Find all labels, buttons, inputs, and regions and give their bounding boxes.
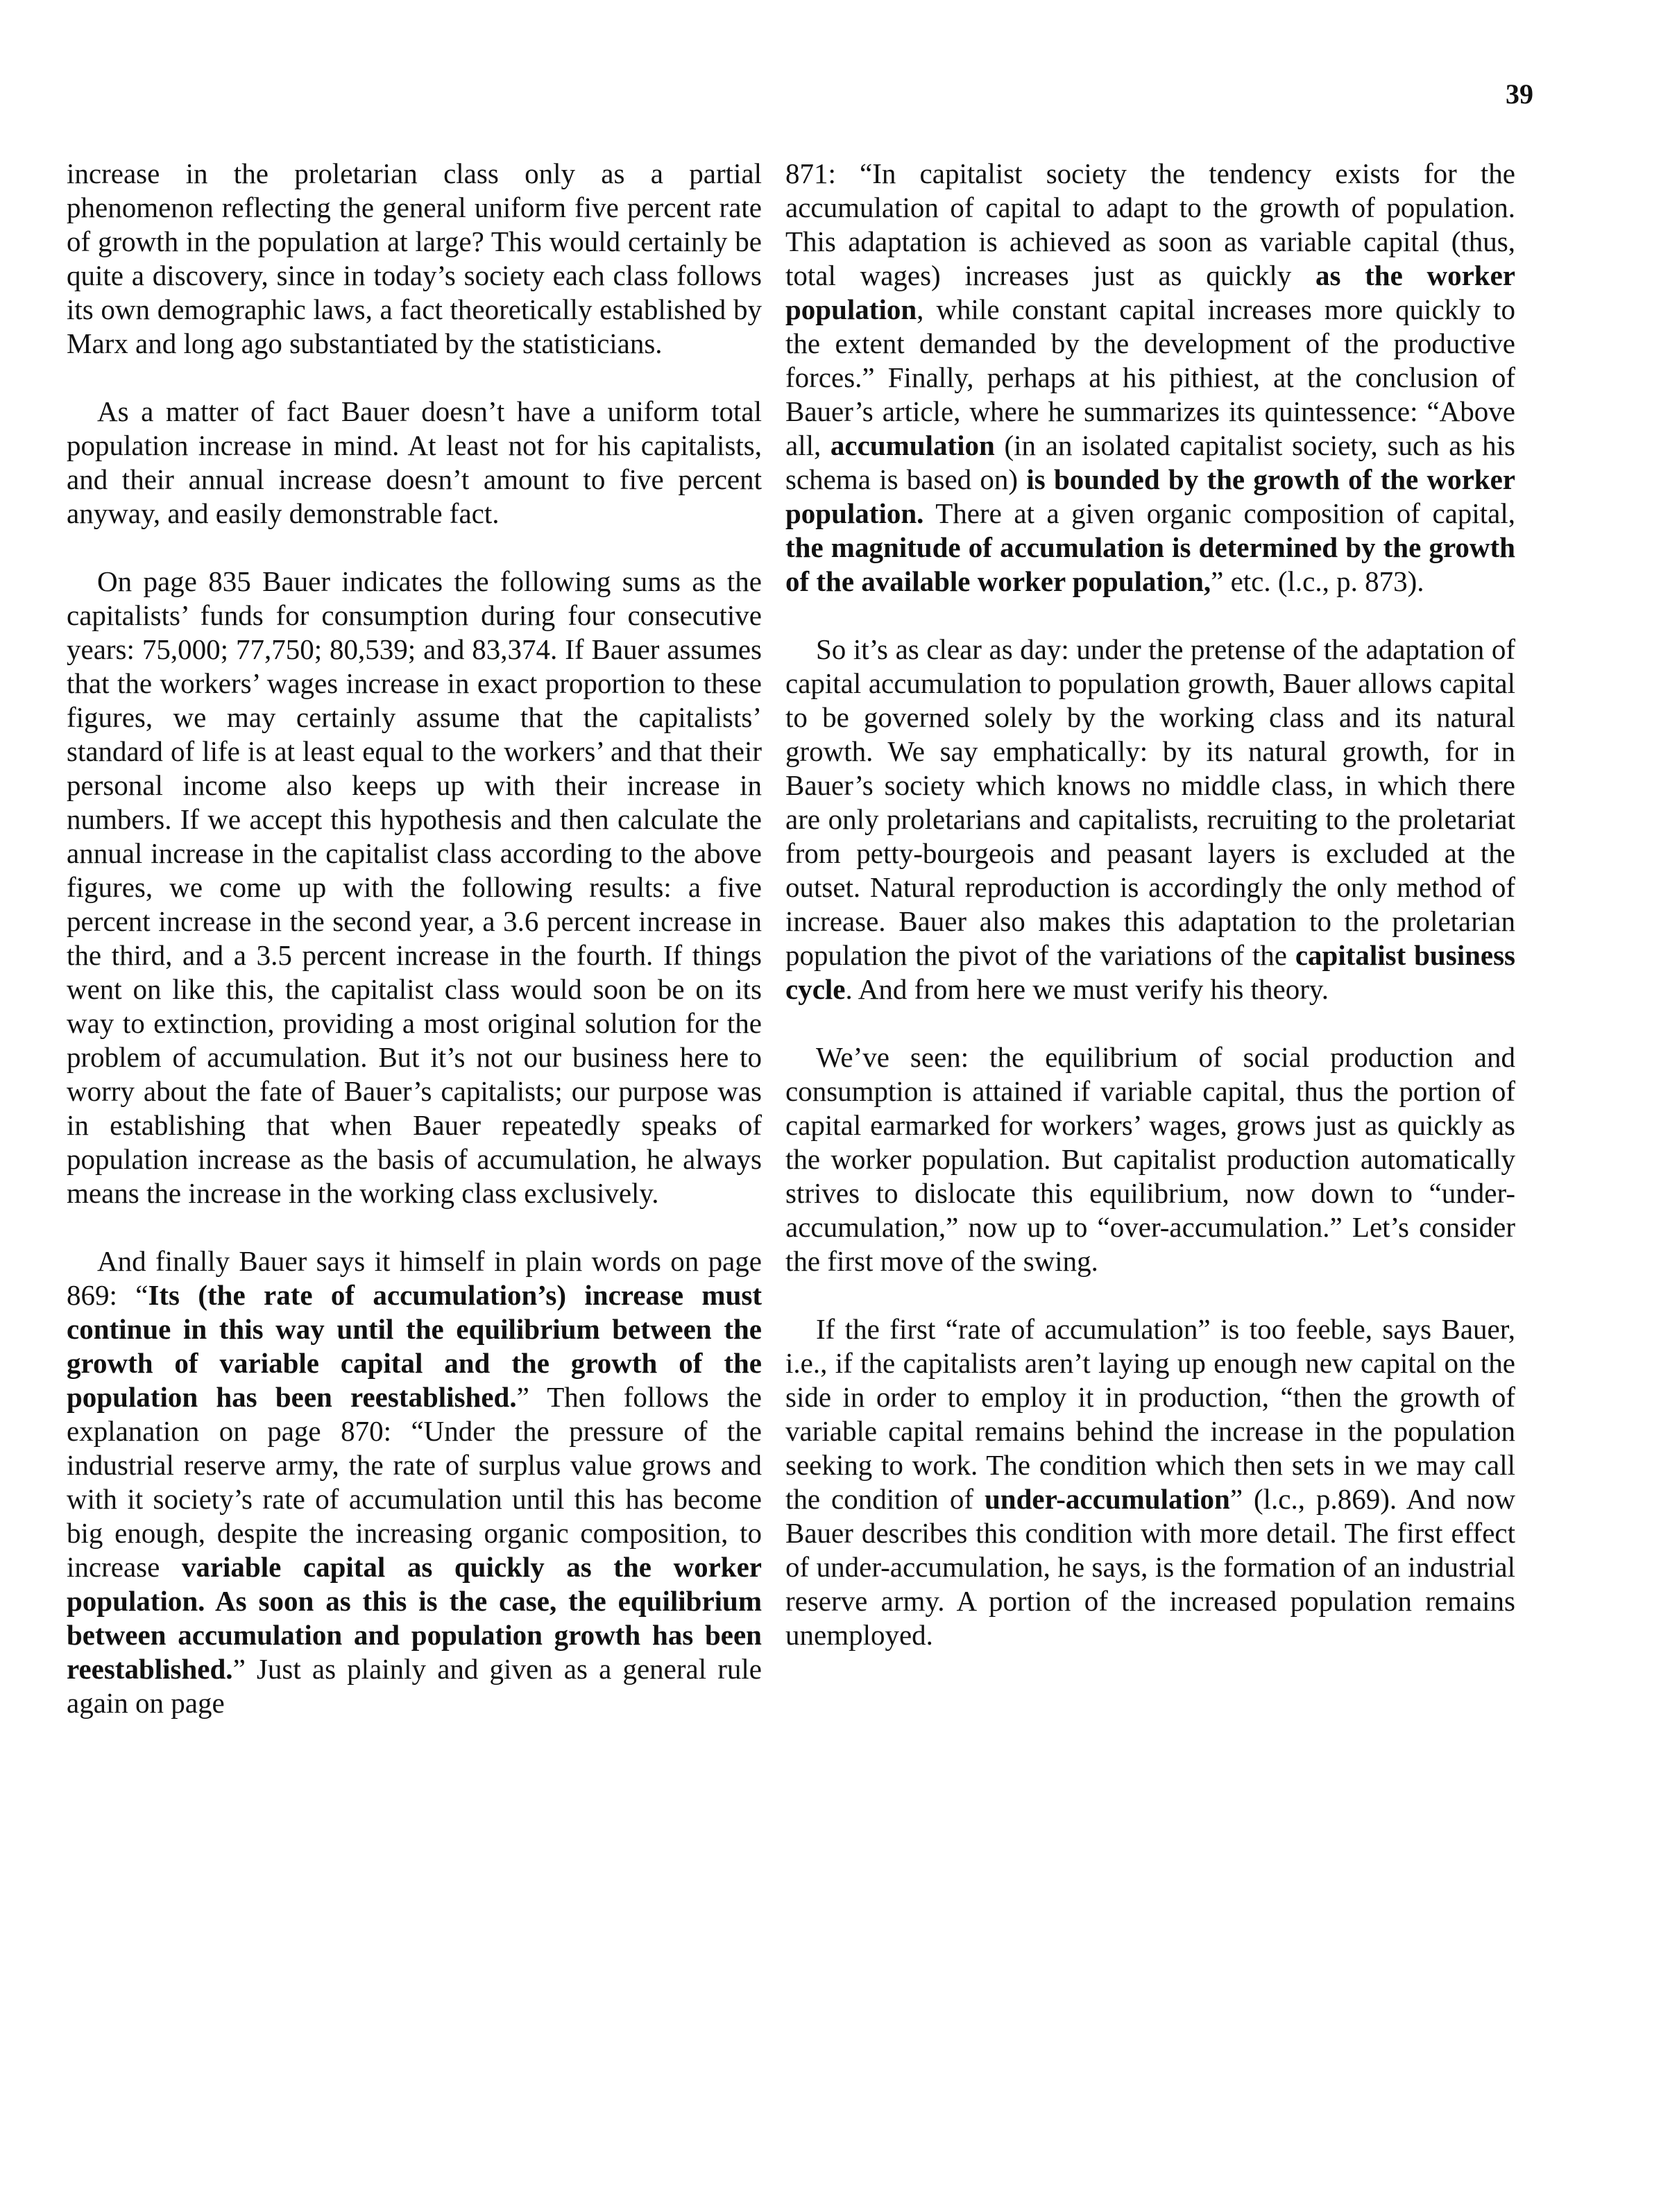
text-run: On page 835 Bauer indicates the following sums as the capitalists’ funds for consumption during four consecutive years: 75,000; 77,750; 80,539; and 83,374. If Bauer assumes that the workers’ wages increase in exact proportion to these figures, we may certainly assume that the capitalists’ standard of life is at least equal to the workers’ and that their personal income also keeps up with their increase in numbers. If we accept this hypothesis and then calculate the annual increase in the capitalist class according to the above figures, we come up with the following results: a five percent increase in the second year, a 3.6 percent increase in the third, and a 3.5 percent increase in the fourth. If things went on like this, the capitalist class would soon be on its way to extinction, providing a most original solution for the problem of accumulation. But it’s not our business here to worry about the fate of Bauer’s capitalists; our purpose was in establishing that when Bauer repeatedly speaks of population increase as the basis of accumulation, he always means the increase in the working class exclusively. (67, 565, 762, 1209)
paragraph (785, 1312, 1515, 1652)
bold-text-run: Its (the rate of accumulation’s) increase must continue in this way until the equilibrium between the growth of variable capital and the growth of the population has been reestablished. (67, 1279, 762, 1413)
paragraph (67, 565, 762, 1210)
paragraph (67, 395, 762, 531)
right-column (785, 157, 1515, 1652)
text-run: (in an isolated capitalist society, such as his schema is based on) (785, 429, 1515, 495)
bold-text-run: the magnitude of accumulation is determined by the growth of the available worker population, (785, 531, 1515, 597)
text-run: 871: “In capitalist society the tendency exists for the accumulation of capital to adapt to the growth of population. This adaptation is achieved as soon as variable capital (thus, total wages) increases just as quickly (785, 157, 1515, 291)
paragraph (785, 157, 1515, 599)
left-column (67, 157, 762, 1720)
text-run: . And from here we must verify his theory. (845, 973, 1329, 1005)
text-run: There at a given organic composition of capital, (923, 497, 1515, 529)
text-run: , while constant capital increases more quickly to the extent demanded by the development of the productive forces.” Finally, perhaps at his pithiest, at the conclusion of Bauer’s article, where he summarizes its quintessence: “Above all, (785, 293, 1515, 461)
text-run: If the first “rate of accumulation” is too feeble, says Bauer, i.e., if the capitalists aren’t laying up enough new capital on the side in order to employ it in production, “then the growth of variable capital remains behind the increase in the population seeking to work. The condition which then sets in we may call the condition of (785, 1313, 1515, 1515)
bold-text-run: capitalist business cycle (785, 939, 1515, 1005)
bold-text-run: is bounded by the growth of the worker population. (785, 463, 1516, 529)
bold-text-run: accumulation (830, 429, 995, 461)
page-number: 39 (1506, 78, 1533, 110)
text-run: And finally Bauer says it himself in plain words on page 869: “ (67, 1245, 762, 1311)
text-run: ” etc. (l.c., p. 873). (1211, 565, 1424, 597)
paragraph (785, 1040, 1515, 1278)
text-run: So it’s as clear as day: under the pretense of the adaptation of capital accumulation to population growth, Bauer allows capital to be governed solely by the working class and its natural growth. We say emphatically: by its natural growth, for in Bauer’s society which knows no middle class, in which there are only proletarians and capitalists, recruiting to the proletariat from petty-bourgeois and peasant layers is excluded at the outset. Natural reproduction is accordingly the only method of increase. Bauer also makes this adaptation to the proletarian population the pivot of the variations of the (785, 633, 1515, 971)
paragraph (785, 633, 1515, 1006)
bold-text-run: as the worker population (785, 259, 1515, 325)
text-run: ” Just as plainly and given as a general rule again on page (67, 1653, 762, 1719)
text-run: We’ve seen: the equilibrium of social production and consumption is attained if variable capital, thus the portion of capital earmarked for workers’ wages, grows just as quickly as the worker population. But capitalist production automatically strives to dislocate this equilibrium, now down to “under-accumulation,” now up to “over-accumulation.” Let’s consider the first move of the swing. (785, 1041, 1515, 1277)
paragraph (67, 157, 762, 361)
text-run: ” Then follows the explanation on page 870: “Under the pressure of the industrial reserve army, the rate of surplus value grows and with it society’s rate of accumulation until this has become big enough, despite the increasing organic composition, to increase (67, 1381, 762, 1583)
text-run: ” (l.c., p.869). And now Bauer describes this condition with more detail. The first effect of under-accumulation, he says, is the formation of an industrial reserve army. A portion of the increased population remains unemployed. (785, 1483, 1515, 1651)
paragraph (67, 1244, 762, 1720)
bold-text-run: under-accumulation (985, 1483, 1230, 1515)
bold-text-run: variable capital as quickly as the worker population. As soon as this is the case, the equilibrium between accumulation and population growth has been reestablished. (67, 1551, 762, 1685)
text-run: As a matter of fact Bauer doesn’t have a uniform total population increase in mind. At least not for his capitalists, and their annual increase doesn’t amount to five percent anyway, and easily demonstrable fact. (67, 395, 762, 529)
text-run: increase in the proletarian class only as a partial phenomenon reflecting the general uniform five percent rate of growth in the population at large? This would certainly be quite a discovery, since in today’s society each class follows its own demographic laws, a fact theoretically established by Marx and long ago substantiated by the statisticians. (67, 157, 762, 359)
